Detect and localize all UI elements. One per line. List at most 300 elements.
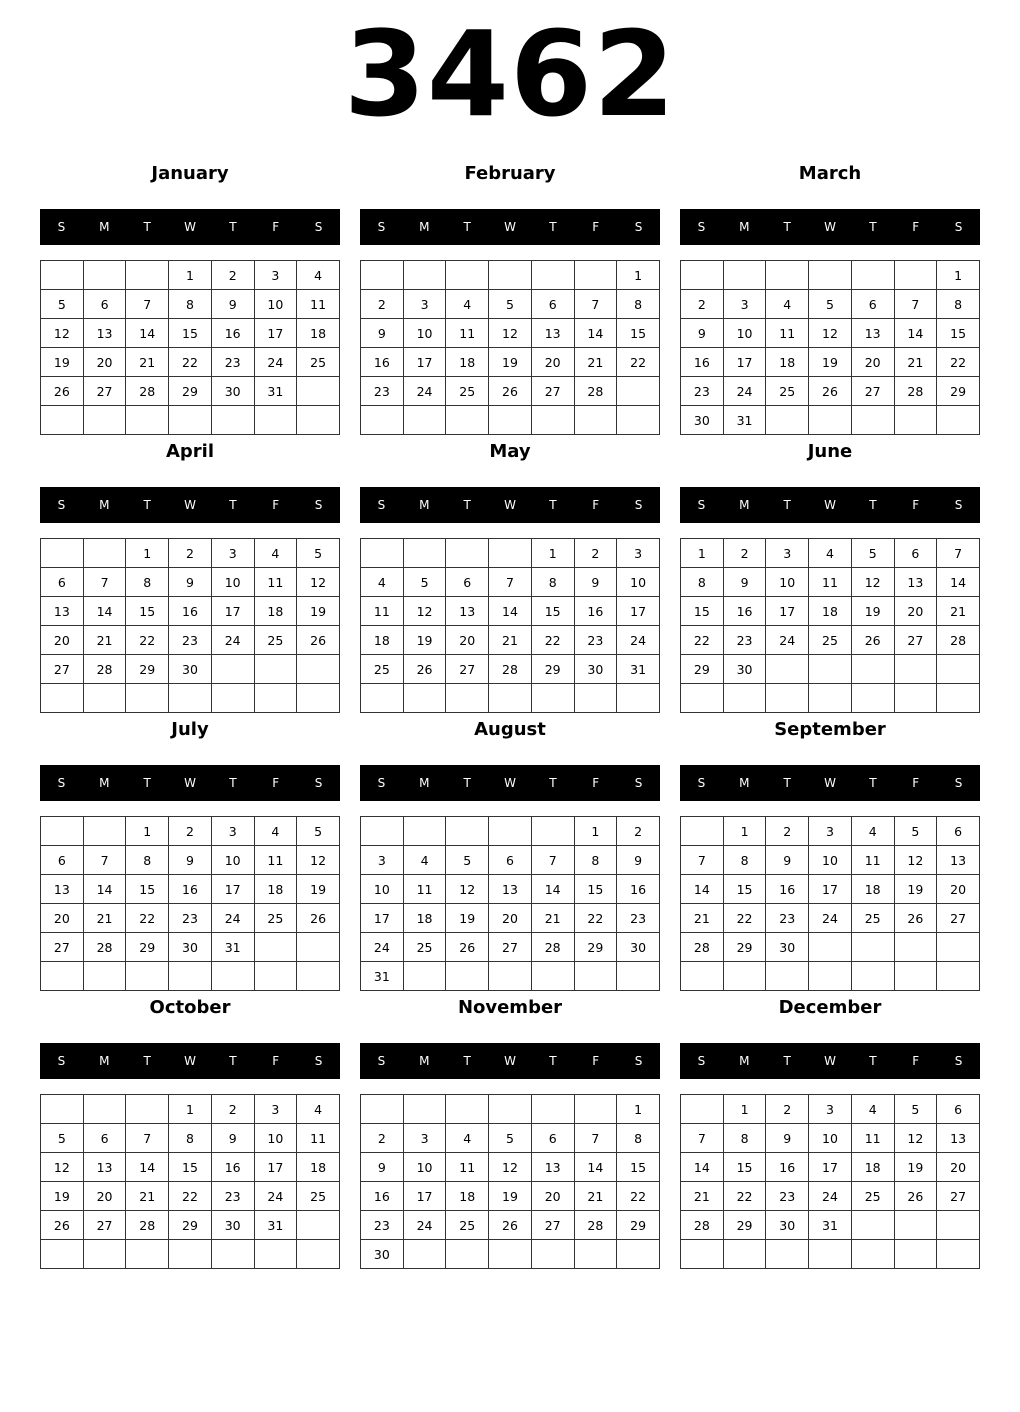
- day-cell: 28: [126, 1211, 169, 1240]
- day-cell: 1: [617, 1095, 660, 1124]
- day-cell: [681, 962, 724, 991]
- day-cell: 10: [617, 568, 660, 597]
- day-cell: 27: [851, 377, 894, 406]
- day-cell: 4: [297, 1095, 340, 1124]
- week-row: [361, 1153, 660, 1182]
- day-cell: 3: [211, 817, 254, 846]
- day-cell: 22: [531, 626, 574, 655]
- week-row: [41, 261, 340, 290]
- weekday-label: M: [739, 776, 750, 790]
- day-cell: 8: [126, 846, 169, 875]
- day-cell: 29: [617, 1211, 660, 1240]
- month-name: September: [774, 719, 886, 740]
- day-cell: 31: [723, 406, 766, 435]
- day-cell: [297, 684, 340, 713]
- day-cell: [574, 1095, 617, 1124]
- day-cell: 28: [83, 933, 126, 962]
- day-cell: 9: [681, 319, 724, 348]
- day-cell: 29: [723, 933, 766, 962]
- weekday-label: S: [697, 498, 706, 512]
- day-cell: 22: [723, 904, 766, 933]
- weekday-label: S: [314, 498, 323, 512]
- day-cell: 23: [361, 377, 404, 406]
- month-july: [40, 718, 340, 988]
- day-cell: 1: [617, 261, 660, 290]
- day-cell: [211, 1240, 254, 1269]
- day-cell: 11: [809, 568, 852, 597]
- day-cell: 18: [297, 1153, 340, 1182]
- day-cell: 17: [361, 904, 404, 933]
- day-cell: [297, 377, 340, 406]
- day-cell: 27: [531, 1211, 574, 1240]
- day-cell: 10: [403, 319, 446, 348]
- day-cell: 17: [809, 1153, 852, 1182]
- day-cell: 24: [809, 1182, 852, 1211]
- day-cell: 7: [574, 290, 617, 319]
- day-cell: 14: [894, 319, 937, 348]
- day-cell: 28: [489, 655, 532, 684]
- day-cell: [446, 684, 489, 713]
- day-cell: 9: [361, 319, 404, 348]
- day-cell: 1: [169, 1095, 212, 1124]
- week-row: [361, 626, 660, 655]
- day-cell: 11: [254, 846, 297, 875]
- day-cell: [254, 1240, 297, 1269]
- day-cell: 12: [41, 1153, 84, 1182]
- weekday-label: T: [229, 220, 237, 234]
- month-march: [680, 162, 980, 432]
- day-cell: [937, 684, 980, 713]
- day-cell: 26: [41, 377, 84, 406]
- day-cell: 21: [574, 1182, 617, 1211]
- day-cell: 17: [211, 597, 254, 626]
- day-cell: 19: [489, 348, 532, 377]
- weekday-label: T: [869, 776, 877, 790]
- weekday-header: [680, 487, 980, 523]
- day-cell: 8: [723, 1124, 766, 1153]
- day-cell: [851, 261, 894, 290]
- day-cell: 14: [681, 1153, 724, 1182]
- day-cell: 16: [723, 597, 766, 626]
- day-cell: [297, 406, 340, 435]
- day-cell: 29: [169, 1211, 212, 1240]
- day-cell: 18: [254, 597, 297, 626]
- day-cell: [723, 684, 766, 713]
- day-cell: 6: [937, 817, 980, 846]
- day-cell: 29: [681, 655, 724, 684]
- day-cell: [681, 1240, 724, 1269]
- day-cell: [617, 1240, 660, 1269]
- day-cell: [851, 406, 894, 435]
- month-october: [40, 996, 340, 1266]
- day-cell: 5: [809, 290, 852, 319]
- week-row: [681, 1211, 980, 1240]
- week-row: [681, 626, 980, 655]
- week-row: [41, 406, 340, 435]
- day-cell: 5: [41, 290, 84, 319]
- day-cell: 13: [83, 319, 126, 348]
- day-cell: 24: [809, 904, 852, 933]
- weekday-header: [40, 765, 340, 801]
- day-cell: 27: [41, 933, 84, 962]
- day-grid: [680, 816, 980, 991]
- month-june: [680, 440, 980, 710]
- weekday-label: S: [634, 498, 643, 512]
- day-cell: 11: [446, 319, 489, 348]
- day-cell: 23: [169, 626, 212, 655]
- day-cell: 30: [766, 933, 809, 962]
- day-cell: 24: [766, 626, 809, 655]
- day-cell: [126, 962, 169, 991]
- week-row: [41, 1182, 340, 1211]
- weekday-label: S: [314, 1054, 323, 1068]
- week-row: [41, 348, 340, 377]
- day-grid: [40, 816, 340, 991]
- day-cell: [617, 377, 660, 406]
- weekday-label: F: [912, 776, 920, 790]
- day-cell: 31: [254, 377, 297, 406]
- day-cell: [41, 261, 84, 290]
- month-august: [360, 718, 660, 988]
- day-cell: 8: [617, 1124, 660, 1153]
- day-cell: 10: [254, 290, 297, 319]
- day-cell: [126, 1240, 169, 1269]
- day-cell: 14: [574, 1153, 617, 1182]
- day-cell: 25: [403, 933, 446, 962]
- day-cell: [489, 684, 532, 713]
- day-cell: 1: [723, 817, 766, 846]
- day-cell: 21: [126, 1182, 169, 1211]
- day-cell: 3: [809, 1095, 852, 1124]
- day-cell: [169, 406, 212, 435]
- day-grid: [680, 538, 980, 713]
- day-cell: [489, 962, 532, 991]
- day-cell: [403, 962, 446, 991]
- day-cell: 22: [617, 348, 660, 377]
- weekday-label: M: [99, 220, 110, 234]
- day-cell: 15: [126, 597, 169, 626]
- week-row: [41, 568, 340, 597]
- day-cell: 21: [937, 597, 980, 626]
- weekday-label: W: [504, 776, 516, 790]
- day-cell: 7: [681, 1124, 724, 1153]
- day-cell: 9: [617, 846, 660, 875]
- day-cell: 7: [894, 290, 937, 319]
- day-cell: 15: [169, 319, 212, 348]
- day-cell: 2: [169, 539, 212, 568]
- day-cell: [211, 655, 254, 684]
- weekday-label: T: [143, 498, 151, 512]
- month-april: [40, 440, 340, 710]
- week-row: [361, 1124, 660, 1153]
- month-november: [360, 996, 660, 1266]
- weekday-label: T: [463, 1054, 471, 1068]
- day-cell: [809, 684, 852, 713]
- day-cell: 15: [681, 597, 724, 626]
- day-cell: 7: [83, 846, 126, 875]
- day-cell: 1: [531, 539, 574, 568]
- day-cell: 20: [894, 597, 937, 626]
- day-cell: 1: [723, 1095, 766, 1124]
- day-cell: [894, 406, 937, 435]
- day-cell: [723, 261, 766, 290]
- weekday-label: T: [549, 1054, 557, 1068]
- week-row: [361, 875, 660, 904]
- day-cell: 16: [766, 875, 809, 904]
- day-cell: 14: [531, 875, 574, 904]
- year-title: 3462: [343, 5, 677, 143]
- day-cell: 3: [211, 539, 254, 568]
- day-cell: 21: [489, 626, 532, 655]
- day-cell: [723, 1240, 766, 1269]
- day-cell: 13: [41, 597, 84, 626]
- week-row: [681, 261, 980, 290]
- week-row: [41, 377, 340, 406]
- day-cell: 21: [83, 626, 126, 655]
- day-cell: 30: [211, 1211, 254, 1240]
- day-cell: 23: [211, 348, 254, 377]
- day-cell: 6: [489, 846, 532, 875]
- day-cell: [489, 539, 532, 568]
- day-cell: 13: [83, 1153, 126, 1182]
- day-cell: [489, 406, 532, 435]
- week-row: [41, 933, 340, 962]
- day-cell: [723, 962, 766, 991]
- day-cell: 30: [574, 655, 617, 684]
- day-cell: [574, 1240, 617, 1269]
- day-cell: [531, 261, 574, 290]
- day-cell: 21: [126, 348, 169, 377]
- day-cell: [211, 406, 254, 435]
- day-cell: 18: [446, 1182, 489, 1211]
- day-cell: [681, 261, 724, 290]
- day-cell: 13: [489, 875, 532, 904]
- day-cell: 11: [403, 875, 446, 904]
- weekday-label: M: [419, 498, 430, 512]
- month-name: March: [798, 163, 862, 184]
- day-cell: 20: [937, 1153, 980, 1182]
- day-cell: 25: [446, 377, 489, 406]
- day-cell: [211, 962, 254, 991]
- day-cell: 14: [681, 875, 724, 904]
- day-cell: 8: [937, 290, 980, 319]
- weekday-label: S: [954, 1054, 963, 1068]
- day-cell: 7: [574, 1124, 617, 1153]
- weekday-label: F: [272, 776, 280, 790]
- day-cell: 6: [894, 539, 937, 568]
- day-cell: 30: [169, 933, 212, 962]
- day-cell: 30: [169, 655, 212, 684]
- day-cell: 18: [446, 348, 489, 377]
- day-cell: [809, 406, 852, 435]
- weekday-label: W: [824, 1054, 836, 1068]
- day-cell: 18: [403, 904, 446, 933]
- day-cell: [297, 655, 340, 684]
- day-cell: 17: [766, 597, 809, 626]
- day-cell: 22: [126, 626, 169, 655]
- day-cell: 31: [809, 1211, 852, 1240]
- weekday-label: T: [783, 498, 791, 512]
- month-name: December: [778, 997, 882, 1018]
- day-cell: 19: [809, 348, 852, 377]
- weekday-header: [680, 209, 980, 245]
- weekday-label: T: [549, 776, 557, 790]
- day-cell: 5: [851, 539, 894, 568]
- day-cell: 17: [723, 348, 766, 377]
- day-cell: 24: [403, 1211, 446, 1240]
- week-row: [41, 539, 340, 568]
- weekday-header: [360, 1043, 660, 1079]
- day-cell: 30: [617, 933, 660, 962]
- day-cell: 20: [531, 1182, 574, 1211]
- day-cell: 17: [211, 875, 254, 904]
- day-cell: [809, 933, 852, 962]
- day-cell: [403, 1240, 446, 1269]
- weekday-label: F: [272, 220, 280, 234]
- day-cell: 11: [297, 290, 340, 319]
- weekday-label: F: [272, 498, 280, 512]
- day-cell: 4: [254, 817, 297, 846]
- day-cell: [403, 539, 446, 568]
- day-cell: 24: [211, 904, 254, 933]
- day-cell: [83, 539, 126, 568]
- weekday-label: W: [824, 498, 836, 512]
- weekday-label: S: [697, 220, 706, 234]
- week-row: [681, 684, 980, 713]
- day-cell: 12: [894, 846, 937, 875]
- weekday-label: F: [592, 498, 600, 512]
- day-cell: 9: [766, 1124, 809, 1153]
- weekday-label: S: [634, 1054, 643, 1068]
- weekday-label: W: [184, 220, 196, 234]
- weekday-label: T: [549, 220, 557, 234]
- week-row: [41, 684, 340, 713]
- day-cell: 1: [681, 539, 724, 568]
- day-cell: 22: [126, 904, 169, 933]
- weekday-label: W: [504, 1054, 516, 1068]
- day-cell: [41, 539, 84, 568]
- weekday-label: T: [143, 1054, 151, 1068]
- day-cell: 24: [617, 626, 660, 655]
- day-cell: 3: [361, 846, 404, 875]
- week-row: [361, 319, 660, 348]
- day-cell: [809, 261, 852, 290]
- weekday-label: M: [419, 776, 430, 790]
- week-row: [681, 1153, 980, 1182]
- weekday-label: T: [463, 220, 471, 234]
- weekday-header: [360, 765, 660, 801]
- day-cell: 3: [254, 1095, 297, 1124]
- day-cell: 21: [83, 904, 126, 933]
- day-cell: 2: [211, 261, 254, 290]
- weekday-label: S: [57, 498, 66, 512]
- day-cell: 23: [169, 904, 212, 933]
- day-cell: 1: [937, 261, 980, 290]
- day-cell: 24: [254, 348, 297, 377]
- day-grid: [360, 1094, 660, 1269]
- day-cell: 12: [489, 1153, 532, 1182]
- day-cell: 12: [894, 1124, 937, 1153]
- day-cell: 22: [574, 904, 617, 933]
- day-cell: 6: [531, 1124, 574, 1153]
- day-cell: 25: [809, 626, 852, 655]
- day-cell: [766, 406, 809, 435]
- day-cell: 7: [937, 539, 980, 568]
- day-cell: [894, 684, 937, 713]
- week-row: [41, 626, 340, 655]
- day-cell: 15: [169, 1153, 212, 1182]
- day-cell: [361, 1095, 404, 1124]
- day-cell: [41, 406, 84, 435]
- day-cell: [446, 1240, 489, 1269]
- day-cell: 13: [851, 319, 894, 348]
- day-cell: [83, 1095, 126, 1124]
- day-cell: [937, 1211, 980, 1240]
- day-cell: 19: [894, 875, 937, 904]
- day-cell: 6: [531, 290, 574, 319]
- day-cell: 21: [681, 904, 724, 933]
- weekday-label: S: [57, 776, 66, 790]
- day-cell: 23: [723, 626, 766, 655]
- day-cell: [83, 817, 126, 846]
- month-december: [680, 996, 980, 1266]
- weekday-label: S: [954, 776, 963, 790]
- day-cell: 5: [489, 290, 532, 319]
- day-cell: 25: [361, 655, 404, 684]
- day-cell: 20: [489, 904, 532, 933]
- day-cell: 15: [617, 1153, 660, 1182]
- day-cell: [851, 1211, 894, 1240]
- day-cell: [809, 1240, 852, 1269]
- weekday-label: T: [549, 498, 557, 512]
- month-name: June: [807, 441, 853, 462]
- weekday-label: T: [869, 220, 877, 234]
- weekday-label: T: [229, 776, 237, 790]
- week-row: [681, 846, 980, 875]
- day-cell: 5: [446, 846, 489, 875]
- day-cell: [361, 539, 404, 568]
- day-cell: 28: [681, 933, 724, 962]
- day-cell: 27: [446, 655, 489, 684]
- day-cell: 17: [809, 875, 852, 904]
- week-row: [41, 962, 340, 991]
- month-name: January: [151, 163, 229, 184]
- day-cell: 13: [937, 1124, 980, 1153]
- week-row: [681, 962, 980, 991]
- day-cell: 27: [41, 655, 84, 684]
- weekday-header: [40, 487, 340, 523]
- day-cell: [894, 962, 937, 991]
- week-row: [361, 962, 660, 991]
- day-cell: 27: [937, 1182, 980, 1211]
- day-cell: 6: [937, 1095, 980, 1124]
- day-cell: [681, 1095, 724, 1124]
- day-cell: [41, 1095, 84, 1124]
- day-cell: 22: [617, 1182, 660, 1211]
- day-cell: 25: [851, 904, 894, 933]
- weekday-label: M: [99, 498, 110, 512]
- month-name: August: [474, 719, 546, 740]
- day-cell: 20: [41, 904, 84, 933]
- day-cell: 24: [254, 1182, 297, 1211]
- weekday-label: T: [229, 498, 237, 512]
- weekday-label: W: [504, 498, 516, 512]
- weekday-label: W: [184, 498, 196, 512]
- day-cell: 26: [446, 933, 489, 962]
- weekday-header: [360, 209, 660, 245]
- day-cell: [809, 962, 852, 991]
- day-cell: [617, 962, 660, 991]
